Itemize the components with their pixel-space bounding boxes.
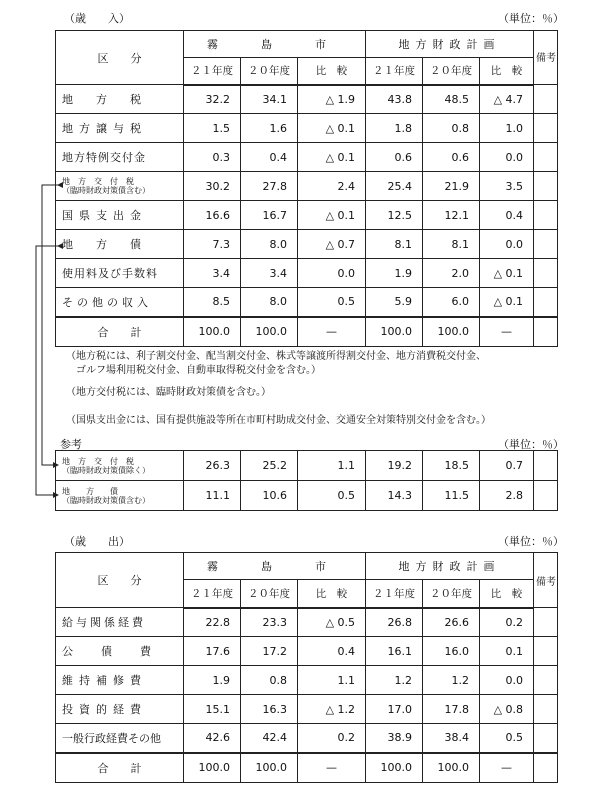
cell-value: 17.0 — [366, 695, 423, 724]
table-row — [56, 637, 558, 666]
cell-value: 42.6 — [184, 724, 241, 753]
cell-value: 1.6 — [241, 114, 298, 143]
row-label: 地 方 交 付 税 （臨時財政対策債含む） — [56, 172, 184, 201]
revenue-note-2: ゴルフ場利用税交付金、自動車取得税交付金を含む。） — [66, 365, 321, 376]
cell-value: 15.1 — [184, 695, 241, 724]
cell-value: 12.1 — [423, 201, 480, 230]
cell-value: 0.3 — [184, 143, 241, 172]
arrow-chihosai-link — [36, 246, 58, 495]
cell-value: 7.3 — [184, 230, 241, 259]
cell-value: 0.5 — [480, 724, 534, 753]
cell-value: 0.0 — [480, 230, 534, 259]
row-label: その他の収入 — [56, 288, 184, 317]
cell-value: 100.0 — [184, 753, 241, 783]
cell-value: 48.5 — [423, 85, 480, 114]
cell-value: 8.0 — [241, 230, 298, 259]
total-row — [56, 753, 558, 783]
cell-value: 2.0 — [423, 259, 480, 288]
revenue-plan-col-2020: ２０年度 — [423, 58, 480, 85]
cell-value: 27.8 — [241, 172, 298, 201]
cell-value: 11.5 — [423, 481, 480, 511]
cell-value: 1.2 — [366, 666, 423, 695]
cell-value: 21.9 — [423, 172, 480, 201]
cell-value: 100.0 — [366, 753, 423, 783]
cell-value: 17.6 — [184, 637, 241, 666]
cell-value: 18.5 — [423, 451, 480, 481]
cell-value: △ 0.7 — [298, 230, 366, 259]
cell-value: — — [298, 317, 366, 347]
cell-value: 0.5 — [298, 288, 366, 317]
revenue-note-1: （地方税には、利子割交付金、配当割交付金、株式等譲渡所得割交付金、地方消費税交付金、 — [66, 351, 486, 362]
cell-value: △ 0.1 — [480, 259, 534, 288]
row-label: 維持補修費 — [56, 666, 184, 695]
cell-value: △ 0.1 — [298, 114, 366, 143]
revenue-plan-col-diff: 比 較 — [480, 58, 534, 85]
cell-value: 0.0 — [480, 666, 534, 695]
row-label: 地方特例交付金 — [56, 143, 184, 172]
row-label: 地 方 税 — [56, 85, 184, 114]
cell-value: 10.6 — [241, 481, 298, 511]
cell-value: 43.8 — [366, 85, 423, 114]
cell-value: 100.0 — [241, 753, 298, 783]
cell-value: △ 1.2 — [298, 695, 366, 724]
row-label: 給与関係経費 — [56, 608, 184, 637]
revenue-note-3: （地方交付税には、臨時財政対策債を含む。） — [66, 387, 271, 398]
row-label: 地 方 債 — [56, 230, 184, 259]
expenditure-plan-col-2021: ２１年度 — [366, 580, 423, 608]
cell-value: 17.8 — [423, 695, 480, 724]
cell-value: 32.2 — [184, 85, 241, 114]
cell-value: △ 0.5 — [298, 608, 366, 637]
row-label: 一般行政経費その他 — [56, 724, 184, 753]
cell-value: 8.0 — [241, 288, 298, 317]
cell-value: — — [298, 753, 366, 783]
revenue-unit: （単位：％） — [498, 12, 564, 25]
cell-value: 16.0 — [423, 637, 480, 666]
cell-value: 0.6 — [423, 143, 480, 172]
cell-value: 100.0 — [423, 317, 480, 347]
row-label: 投資的経費 — [56, 695, 184, 724]
revenue-plan-header: 地方財政計画 — [366, 31, 534, 58]
expenditure-col-diff: 比 較 — [298, 580, 366, 608]
expenditure-table — [55, 552, 558, 783]
cell-value: 17.2 — [241, 637, 298, 666]
remarks-cell — [534, 666, 558, 695]
expenditure-col-2020: ２０年度 — [241, 580, 298, 608]
cell-value: 16.7 — [241, 201, 298, 230]
cell-value: 26.3 — [184, 451, 241, 481]
cell-value: △ 4.7 — [480, 85, 534, 114]
expenditure-category-header: 区 分 — [56, 553, 184, 608]
cell-value: 0.2 — [298, 724, 366, 753]
row-label: 合 計 — [56, 753, 184, 783]
cell-value: 8.5 — [184, 288, 241, 317]
cell-value: 0.0 — [480, 143, 534, 172]
revenue-note-4: （国県支出金には、国有提供施設等所在市町村助成交付金、交通安全対策特別交付金を含む。） — [66, 415, 491, 426]
table-row — [56, 695, 558, 724]
cell-value: 42.4 — [241, 724, 298, 753]
cell-value: 100.0 — [366, 317, 423, 347]
cell-value: — — [480, 317, 534, 347]
cell-value: 38.4 — [423, 724, 480, 753]
cell-value: 1.9 — [366, 259, 423, 288]
expenditure-plan-col-diff: 比 較 — [480, 580, 534, 608]
revenue-title: （歳 入） — [64, 12, 130, 25]
cell-value: 1.9 — [184, 666, 241, 695]
cell-value: 2.4 — [298, 172, 366, 201]
cell-value: 25.4 — [366, 172, 423, 201]
row-label: 国県支出金 — [56, 201, 184, 230]
remarks-cell — [534, 753, 558, 783]
cell-value: 26.8 — [366, 608, 423, 637]
cell-value: 100.0 — [184, 317, 241, 347]
row-label: 地 方 交 付 税 （臨時財政対策債除く） — [56, 451, 184, 481]
cell-value: 0.0 — [298, 259, 366, 288]
expenditure-plan-header: 地方財政計画 — [366, 553, 534, 580]
cell-value: 14.3 — [366, 481, 423, 511]
remarks-cell — [534, 724, 558, 753]
cell-value: 23.3 — [241, 608, 298, 637]
remarks-cell — [534, 695, 558, 724]
revenue-category-header: 区 分 — [56, 31, 184, 85]
cell-value: 1.5 — [184, 114, 241, 143]
cell-value: 0.4 — [241, 143, 298, 172]
cell-value: 19.2 — [366, 451, 423, 481]
expenditure-plan-col-2020: ２０年度 — [423, 580, 480, 608]
cell-value: 16.3 — [241, 695, 298, 724]
cell-value: 8.1 — [423, 230, 480, 259]
cell-value: 26.6 — [423, 608, 480, 637]
cell-value: 22.8 — [184, 608, 241, 637]
cell-value: 0.8 — [241, 666, 298, 695]
cell-value: 3.5 — [480, 172, 534, 201]
revenue-remarks-header: 備考 — [534, 31, 558, 85]
cell-value: 100.0 — [241, 317, 298, 347]
cell-value: 0.4 — [480, 201, 534, 230]
cell-value: 3.4 — [184, 259, 241, 288]
cell-value: 1.2 — [423, 666, 480, 695]
cell-value: — — [480, 753, 534, 783]
cell-value: 2.8 — [480, 481, 534, 511]
cell-value: 6.0 — [423, 288, 480, 317]
cell-value: △ 0.1 — [298, 143, 366, 172]
cell-value: 1.1 — [298, 666, 366, 695]
expenditure-title: （歳 出） — [64, 535, 130, 548]
row-label: 公 債 費 — [56, 637, 184, 666]
cell-value: 34.1 — [241, 85, 298, 114]
expenditure-rows — [56, 608, 558, 783]
cell-value: △ 0.1 — [480, 288, 534, 317]
remarks-cell — [534, 637, 558, 666]
cell-value: △ 0.8 — [480, 695, 534, 724]
cell-value: 5.9 — [366, 288, 423, 317]
row-label: 地方譲与税 — [56, 114, 184, 143]
cell-value: △ 1.9 — [298, 85, 366, 114]
remarks-cell — [534, 608, 558, 637]
expenditure-kirishima-header: 霧 島 市 — [184, 553, 366, 580]
cell-value: 0.5 — [298, 481, 366, 511]
expenditure-unit: （単位：％） — [498, 535, 564, 548]
cell-value: △ 0.1 — [298, 201, 366, 230]
cell-value: 0.4 — [298, 637, 366, 666]
expenditure-col-2021: ２１年度 — [184, 580, 241, 608]
revenue-col-2020: ２０年度 — [241, 58, 298, 85]
row-label: 地 方 債 （臨時財政対策債含む） — [56, 481, 184, 511]
expenditure-remarks-header: 備考 — [534, 553, 558, 608]
cell-value: 8.1 — [366, 230, 423, 259]
cell-value: 0.6 — [366, 143, 423, 172]
arrow-kofuzei-link — [42, 185, 58, 465]
cell-value: 16.6 — [184, 201, 241, 230]
row-label: 合 計 — [56, 317, 184, 347]
row-label: 使用料及び手数料 — [56, 259, 184, 288]
cell-value: 1.8 — [366, 114, 423, 143]
table-row — [56, 724, 558, 753]
cell-value: 1.0 — [480, 114, 534, 143]
cell-value: 3.4 — [241, 259, 298, 288]
cell-value: 30.2 — [184, 172, 241, 201]
cell-value: 11.1 — [184, 481, 241, 511]
cell-value: 0.8 — [423, 114, 480, 143]
cell-value: 12.5 — [366, 201, 423, 230]
cell-value: 0.7 — [480, 451, 534, 481]
cell-value: 0.2 — [480, 608, 534, 637]
revenue-col-diff: 比 較 — [298, 58, 366, 85]
revenue-col-2021: ２１年度 — [184, 58, 241, 85]
revenue-plan-col-2021: ２１年度 — [366, 58, 423, 85]
cell-value: 25.2 — [241, 451, 298, 481]
cell-value: 38.9 — [366, 724, 423, 753]
table-row — [56, 666, 558, 695]
table-row — [56, 608, 558, 637]
reference-title: 参考 — [60, 438, 82, 451]
reference-unit: （単位：％） — [498, 438, 564, 451]
cell-value: 1.1 — [298, 451, 366, 481]
cell-value: 100.0 — [423, 753, 480, 783]
revenue-kirishima-header: 霧 島 市 — [184, 31, 366, 58]
cell-value: 0.1 — [480, 637, 534, 666]
cell-value: 16.1 — [366, 637, 423, 666]
